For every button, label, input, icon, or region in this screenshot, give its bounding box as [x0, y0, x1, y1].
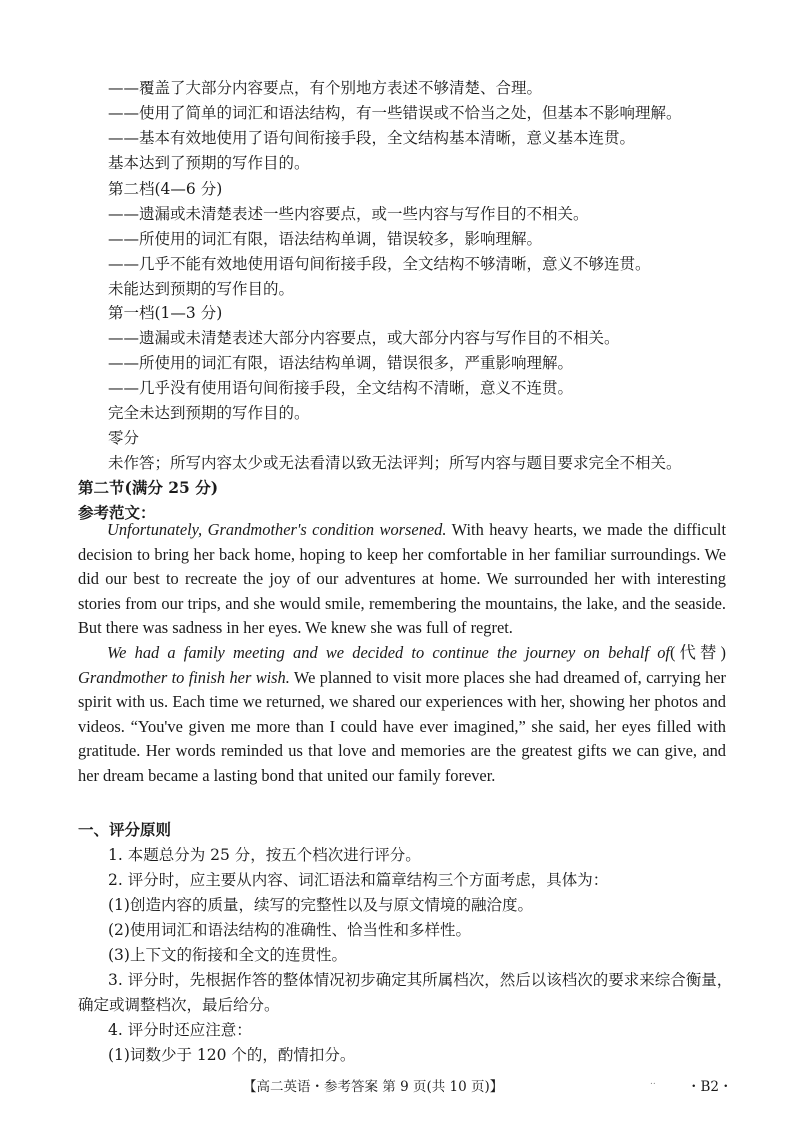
criteria-line: ——基本有效地使用了语句间衔接手段，全文结构基本清晰，意义基本连贯。 — [108, 129, 636, 147]
gloss-text: (代替) — [670, 642, 727, 662]
principle-item-continued: 确定或调整档次，最后给分。 — [78, 996, 280, 1014]
criteria-summary: 未能达到预期的写作目的。 — [108, 280, 295, 298]
criteria-line: ——遗漏或未清楚表述一些内容要点，或一些内容与写作目的不相关。 — [108, 205, 589, 223]
criteria-line: ——几乎不能有效地使用语句间衔接手段，全文结构不够清晰，意义不够连贯。 — [108, 255, 651, 273]
section2-heading: 第二节(满分 25 分) — [78, 478, 219, 497]
criteria-line: ——遗漏或未清楚表述大部分内容要点，或大部分内容与写作目的不相关。 — [108, 329, 620, 347]
principle-subitem: (1)词数少于 120 个的，酌情扣分。 — [108, 1046, 356, 1064]
footer-title: 【高二英语・参考答案 第 9 页(共 10 页)】 — [243, 1079, 504, 1095]
principle-item: 4. 评分时还应注意： — [108, 1021, 252, 1039]
principle-item: 2. 评分时，应主要从内容、词汇语法和篇章结构三个方面考虑，具体为： — [108, 871, 609, 889]
essay-italic-lead: Unfortunately, Grandmother's condition worsened. — [107, 520, 447, 539]
criteria-line: ——所使用的词汇有限，语法结构单调，错误很多，严重影响理解。 — [108, 354, 574, 372]
principle-item: (3)上下文的衔接和全文的连贯性。 — [108, 946, 347, 964]
essay-text: We planned to visit more places she had dreamed of, carrying her spirit with us. Each time we returned, we shared our experiences with her, showing her photos and videos. “You've given me more than I could have ever imagined,” she said, her eyes filled with gratitude. Her words reminded us that love and memories are the greatest gifts we can give, and her dream became a lasting bond that united our family forever. — [78, 667, 726, 785]
tier1-heading: 第一档(1—3 分) — [108, 304, 223, 322]
essay-paragraph-1 — [78, 518, 726, 641]
criteria-line: ——使用了简单的词汇和语法结构，有一些错误或不恰当之处，但基本不影响理解。 — [108, 104, 682, 122]
principle-item: 1. 本题总分为 25 分，按五个档次进行评分。 — [108, 846, 421, 864]
principles-heading: 一、评分原则 — [78, 820, 172, 839]
essay-italic-lead: We had a family meeting and we decided to continue the journey on behalf of — [107, 642, 670, 662]
tier2-heading: 第二档(4—6 分) — [108, 180, 223, 198]
principle-item: (1)创造内容的质量，续写的完整性以及与原文情境的融洽度。 — [108, 896, 533, 914]
zero-heading: 零分 — [108, 429, 140, 447]
essay-italic-lead: Grandmother to finish her wish. — [78, 667, 290, 687]
footer-code: ・B2・ — [687, 1079, 733, 1095]
essay-text: With heavy hearts, we made the difficult decision to bring her back home, hoping to keep her comfortable in her familiar surroundings. We did our best to recreate the joy of our adventures at home. We surrounded her with interesting stories from our trips, and she would smile, remembering the mountains, the lake, and the seaside. But there was sadness in her eyes. We knew she was full of regret. — [78, 520, 726, 638]
zero-text: 未作答；所写内容太少或无法看清以致无法评判；所写内容与题目要求完全不相关。 — [108, 454, 682, 472]
criteria-summary: 完全未达到预期的写作目的。 — [108, 404, 310, 422]
criteria-line: ——几乎没有使用语句间衔接手段，全文结构不清晰，意义不连贯。 — [108, 379, 574, 397]
criteria-line: ——所使用的词汇有限，语法结构单调，错误较多，影响理解。 — [108, 230, 543, 248]
principle-item: 3. 评分时，先根据作答的整体情况初步确定其所属档次，然后以该档次的要求来综合衡量， — [108, 971, 733, 989]
sample-label: 参考范文： — [78, 503, 156, 522]
footer-dots: .. — [650, 1077, 656, 1087]
sample-essay — [78, 518, 726, 789]
essay-paragraph-2 — [78, 641, 726, 789]
criteria-summary: 基本达到了预期的写作目的。 — [108, 154, 310, 172]
page-footer — [0, 1075, 800, 1097]
principle-item: (2)使用词汇和语法结构的准确性、恰当性和多样性。 — [108, 921, 471, 939]
criteria-line: ——覆盖了大部分内容要点，有个别地方表述不够清楚、合理。 — [108, 79, 543, 97]
